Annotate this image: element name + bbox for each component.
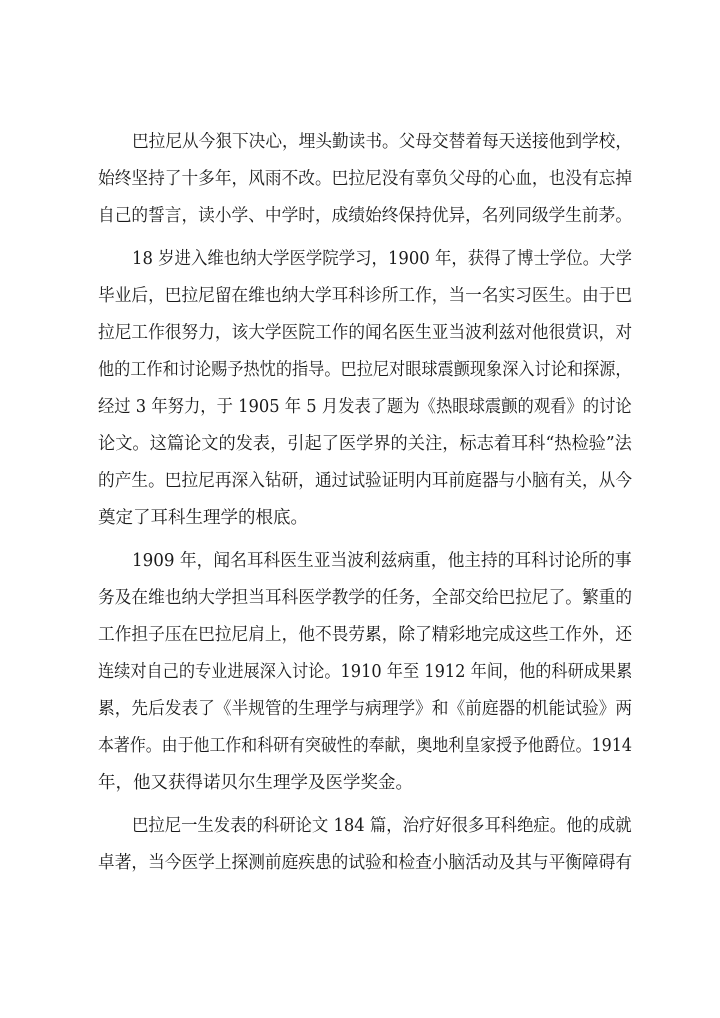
paragraph-2-line-2: 毕业后，巴拉尼留在维也纳大学耳科诊所工作，当一名实习医生。由于巴 [98, 286, 633, 306]
paragraph-3-line-6: 本著作。由于他工作和科研有突破性的奉献，奥地利皇家授予他爵位。1914 [98, 736, 633, 756]
paragraph-3-line-7: 年，他又获得诺贝尔生理学及医学奖金。 [98, 773, 413, 793]
paragraph-1-line-1: 巴拉尼从今狠下决心，埋头勤读书。父母交替着每天送接他到学校， [132, 132, 633, 152]
paragraph-1-line-3: 自己的誓言，读小学、中学时，成绩始终保持优异，名列同级学生前茅。 [98, 206, 633, 226]
paragraph-3-line-5: 累，先后发表了《半规管的生理学与病理学》和《前庭器的机能试验》两 [98, 699, 633, 719]
paragraph-1-line-2: 始终坚持了十多年，风雨不改。巴拉尼没有辜负父母的心血，也没有忘掉 [98, 169, 633, 189]
paragraph-4-line-1: 巴拉尼一生发表的科研论文 184 篇，治疗好很多耳科绝症。他的成就 [132, 816, 632, 836]
paragraph-2-line-4: 他的工作和讨论赐予热忱的指导。巴拉尼对眼球震颤现象深入讨论和探源， [98, 360, 632, 380]
paragraph-3-line-2: 务及在维也纳大学担当耳科医学教学的任务，全部交给巴拉尼了。繁重的 [98, 588, 633, 608]
paragraph-3-line-3: 工作担子压在巴拉尼肩上，他不畏劳累，除了精彩地完成这些工作外，还 [98, 625, 633, 645]
paragraph-2-line-7: 的产生。巴拉尼再深入钻研，通过试验证明内耳前庭器与小脑有关，从今 [98, 471, 633, 491]
paragraph-2-line-3: 拉尼工作很努力，该大学医院工作的闻名医生亚当波利兹对他很赏识，对 [98, 323, 633, 343]
paragraph-3-line-4: 连续对自己的专业进展深入讨论。1910 年至 1912 年间，他的科研成果累 [98, 662, 633, 682]
paragraph-2-line-8: 奠定了耳科生理学的根底。 [98, 508, 308, 528]
paragraph-3-line-1: 1909 年，闻名耳科医生亚当波利兹病重，他主持的耳科讨论所的事 [132, 551, 632, 571]
paragraph-2-line-6: 论文。这篇论文的发表，引起了医学界的关注，标志着耳科“热检验”法 [98, 434, 632, 454]
paragraph-2-line-5: 经过 3 年努力，于 1905 年 5 月发表了题为《热眼球震颤的观看》的讨论 [98, 397, 632, 417]
paragraph-4-line-2: 卓著，当今医学上探测前庭疾患的试验和检查小脑活动及其与平衡障碍有 [98, 853, 633, 873]
paragraph-2-line-1: 18 岁进入维也纳大学医学院学习，1900 年，获得了博士学位。大学 [132, 249, 632, 269]
